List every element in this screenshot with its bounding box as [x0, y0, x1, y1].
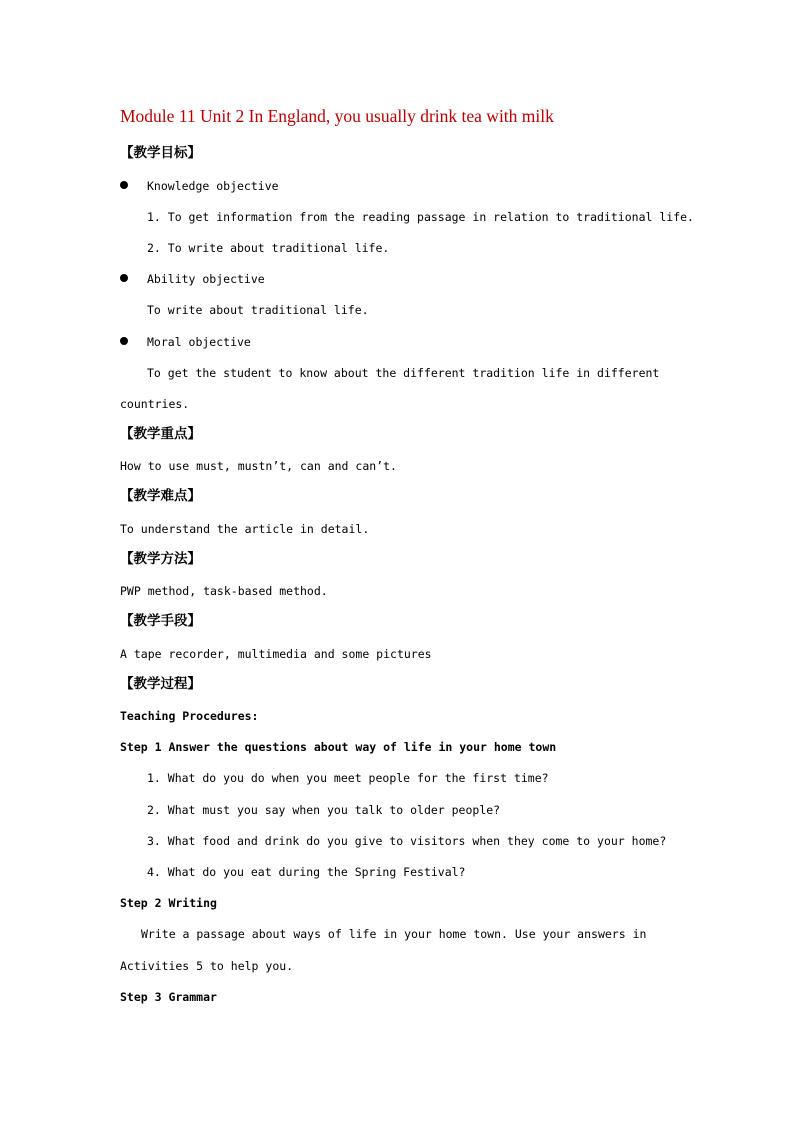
question-4: 4. What do you eat during the Spring Festival? [147, 865, 466, 879]
key-points-heading: 【教学重点】 [120, 426, 201, 442]
teaching-method-text: PWP method, task-based method. [120, 584, 328, 598]
knowledge-objective-label: Knowledge objective [147, 179, 279, 193]
moral-objective-label: Moral objective [147, 335, 251, 349]
bullet-icon [120, 337, 128, 345]
step-1-heading: Step 1 Answer the questions about way of life in your home town [120, 740, 557, 754]
knowledge-item-2: 2. To write about traditional life. [147, 241, 390, 255]
bullet-icon [120, 274, 128, 282]
ability-objective-text: To write about traditional life. [147, 303, 369, 317]
teaching-process-heading: 【教学过程】 [120, 676, 201, 692]
bullet-icon [120, 181, 128, 189]
moral-objective-text-line2: countries. [120, 397, 190, 411]
moral-objective-text-line1: To get the student to know about the different tradition life in different [147, 366, 660, 380]
teaching-means-heading: 【教学手段】 [120, 613, 201, 629]
key-points-text: How to use must, mustn’t, can and can’t. [120, 459, 397, 473]
step-2-heading: Step 2 Writing [120, 896, 217, 910]
question-3: 3. What food and drink do you give to visitors when they come to your home? [147, 834, 667, 848]
question-1: 1. What do you do when you meet people for the first time? [147, 771, 549, 785]
objectives-heading: 【教学目标】 [120, 145, 201, 161]
teaching-means-text: A tape recorder, multimedia and some pictures [120, 647, 432, 661]
ability-objective-label: Ability objective [147, 272, 265, 286]
step-2-text-line2: Activities 5 to help you. [120, 959, 294, 973]
document-title: Module 11 Unit 2 In England, you usually drink tea with milk [120, 106, 554, 126]
question-2: 2. What must you say when you talk to older people? [147, 803, 501, 817]
difficult-points-text: To understand the article in detail. [120, 522, 370, 536]
teaching-method-heading: 【教学方法】 [120, 551, 201, 567]
step-3-heading: Step 3 Grammar [120, 990, 217, 1004]
knowledge-item-1: 1. To get information from the reading passage in relation to traditional life. [147, 210, 694, 224]
difficult-points-heading: 【教学难点】 [120, 488, 201, 504]
step-2-text-line1: Write a passage about ways of life in your home town. Use your answers in [141, 927, 647, 941]
teaching-procedures-label: Teaching Procedures: [120, 709, 259, 723]
